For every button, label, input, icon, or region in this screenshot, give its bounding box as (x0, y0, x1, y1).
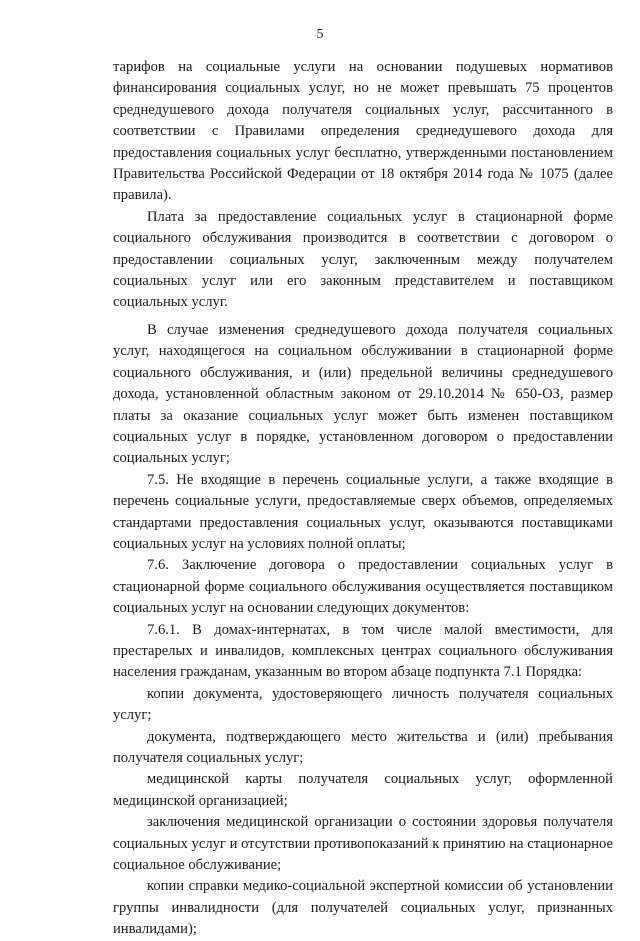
paragraph-7-6-1: 7.6.1. В домах-интернатах, в том числе малой вместимости, для престарелых и инвалидов, комплексных центрах социального обслуживания населения гражданам, указанным во втором абзаце подпункта 7.1 Порядка: (113, 621, 613, 681)
page-number: 5 (316, 27, 324, 42)
list-item-health-conclusion: заключения медицинской организации о состоянии здоровья получателя социальных услуг и отсутствии противопоказаний к принятию на стационарное социальное обслуживание; (113, 814, 613, 874)
paragraph-tariffs-continuation: тарифов на социальные услуги на основании подушевых нормативов финансирования социальных услуг, но не может превышать 75 процентов среднедушевого дохода получателя социальных услуг, рассчитанного в соответствии с Правилами определения среднедушевого дохода для предоставления социальных услуг бесплатно, утвержденными постановлением Правительства Российской Федерации от 18 октября 2014 года № 1075 (далее правила). (113, 59, 613, 204)
list-item-medical-card: медицинской карты получателя социальных услуг, оформленной медицинской организацией; (113, 771, 613, 809)
list-item-disability-certificate: копии справки медико-социальной экспертной комиссии об установлении группы инвалидности (для получателей социальных услуг, признанных инвалидами); (113, 878, 613, 938)
paragraph-7-6: 7.6. Заключение договора о предоставлении социальных услуг в стационарной форме социального обслуживания осуществляется поставщиком социальных услуг на основании следующих документов: (113, 557, 613, 617)
paragraph-payment-contract: Плата за предоставление социальных услуг в стационарной форме социального обслуживания производится в соответствии с договором о предоставлении социальных услуг, заключенным между получателем социальных услуг или его законным представителем и поставщиком социальных услуг. (113, 208, 613, 311)
document-body (113, 57, 613, 941)
list-item-residence-document: документа, подтверждающего место жительства и (или) пребывания получателя социальных услуг; (113, 728, 613, 766)
list-item-identity-document: копии документа, удостоверяющего личность получателя социальных услуг; (113, 685, 613, 724)
paragraph-income-change: В случае изменения среднедушевого дохода получателя социальных услуг, находящегося на социальном обслуживании в стационарной форме социального обслуживания, и (или) предельной величины среднедушевого дохода, установленной областным законом от 29.10.2014 № 650-ОЗ, размер платы за оказание социальных услуг может быть изменен поставщиком социальных услуг в порядке, установленном договором о предоставлении социальных услуг; (113, 321, 613, 467)
paragraph-7-5: 7.5. Не входящие в перечень социальные услуги, а также входящие в перечень социальные услуги, предоставляемые сверх объемов, определяемых стандартами предоставления социальных услуг, оказываются поставщиками социальных услуг на условиях полной оплаты; (113, 471, 613, 552)
